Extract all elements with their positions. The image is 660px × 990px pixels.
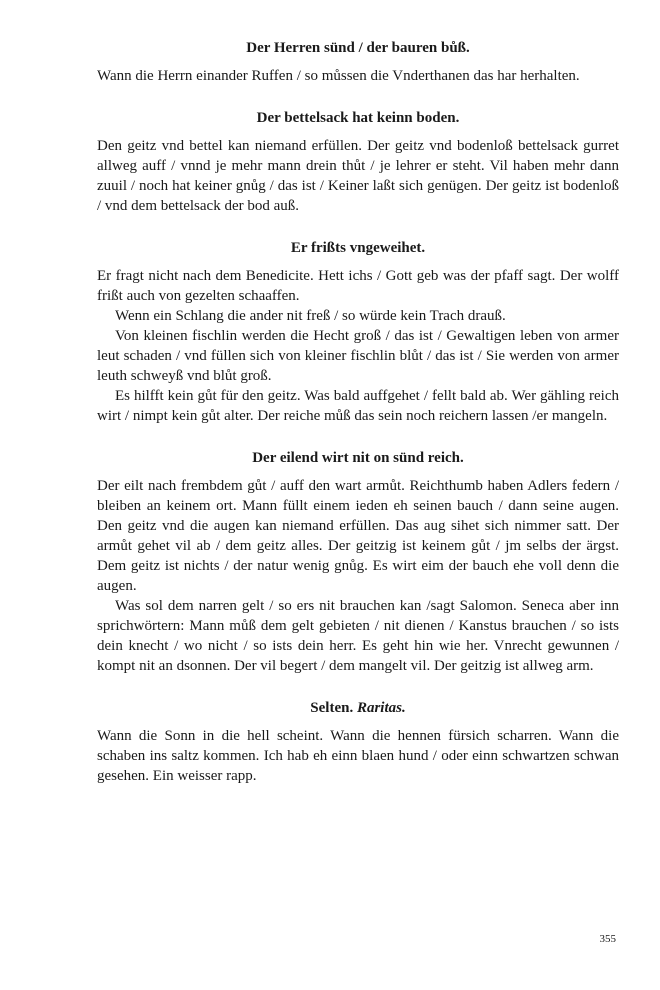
paragraph: Er fragt nicht nach dem Benedicite. Hett ichs / Gott geb was der pfaff sagt. Der wolff frißt auch von gezelten schaaffen. xyxy=(97,268,619,304)
paragraph: Den geitz vnd bettel kan niemand erfüllen. Der geitz vnd bodenloß bettelsack gurret allweg auff / vnnd je mehr mann drein thůt / je lehrer er steht. Vil haben mehr dann zuuil / noch hat keiner gnůg / das ist / Keiner laßt sich genügen. Der geitz ist bodenloß / vnd dem bettelsack der bod auß. xyxy=(97,138,619,214)
paragraph: Von kleinen fischlin werden die Hecht groß / das ist / Gewaltigen leben von armer leut schaden / vnd füllen sich von kleiner fischlin blůt / das ist / Sie werden von armer leuth schweyß vnd blůt groß. xyxy=(97,328,619,384)
paragraph: Wann die Herrn einander Ruffen / so můssen die Vnderthanen das har herhalten. xyxy=(97,68,580,84)
section-heading-latin: Raritas. xyxy=(356,700,406,716)
section-heading: Der Herren sünd / der bauren bůß. xyxy=(246,40,470,56)
section-selten xyxy=(97,698,619,786)
section-vngeweihet xyxy=(97,238,619,426)
section-bettelsack xyxy=(97,108,619,216)
paragraph: Es hilfft kein gůt für den geitz. Was bald auffgehet / fellt bald ab. Wer gähling reich wirt / nimpt kein gůt alter. Der reiche můß das sein noch reichern lassen /er mangeln. xyxy=(97,388,619,424)
book-page xyxy=(97,38,619,808)
paragraph: Der eilt nach frembdem gůt / auff den wart armůt. Reichthumb haben Adlers federn / bleiben an keinem ort. Mann füllt einem ieden eh seinen bauch / dann seine augen. Den geitz vnd die augen kan niemand erfüllen. Das aug sihet sich nimmer satt. Der armůt gehet vil ab / dem geitz alles. Der geitzig ist keinem gůt / jm selbs der ärgst. Dem geitz ist nichts / der natur wenig gnůg. Es wirt eim der bauch ehe voll denn die augen. xyxy=(97,478,619,594)
section-heading xyxy=(97,698,619,718)
section-herren-suend xyxy=(97,38,619,86)
section-eilend xyxy=(97,448,619,676)
section-heading: Der eilend wirt nit on sünd reich. xyxy=(252,450,464,466)
paragraph: Wenn ein Schlang die ander nit freß / so würde kein Trach drauß. xyxy=(115,308,506,324)
section-heading-text: Selten. xyxy=(310,700,354,716)
section-heading: Er frißts vngeweihet. xyxy=(290,240,426,256)
section-heading: Der bettelsack hat keinn boden. xyxy=(256,110,460,126)
paragraph: Wann die Sonn in die hell scheint. Wann die hennen fürsich scharren. Wann die schaben ins saltz kommen. Ich hab eh einn blaen hund / oder einn schwartzen schwan gesehen. Ein weisser rapp. xyxy=(97,728,619,784)
paragraph: Was sol dem narren gelt / so ers nit brauchen kan /sagt Salomon. Seneca aber inn sprichwörtern: Mann můß dem gelt gebieten / nit dienen / Kanstus brauchen / so ists dein knecht / wo nicht / so ists dein herr. Es geht hin wie her. Vnrecht gewunnen / kompt nit an dsonnen. Der vil begert / dem mangelt vil. Der geitzig ist allweg arm. xyxy=(97,598,619,674)
page-number: 355 xyxy=(599,933,616,945)
